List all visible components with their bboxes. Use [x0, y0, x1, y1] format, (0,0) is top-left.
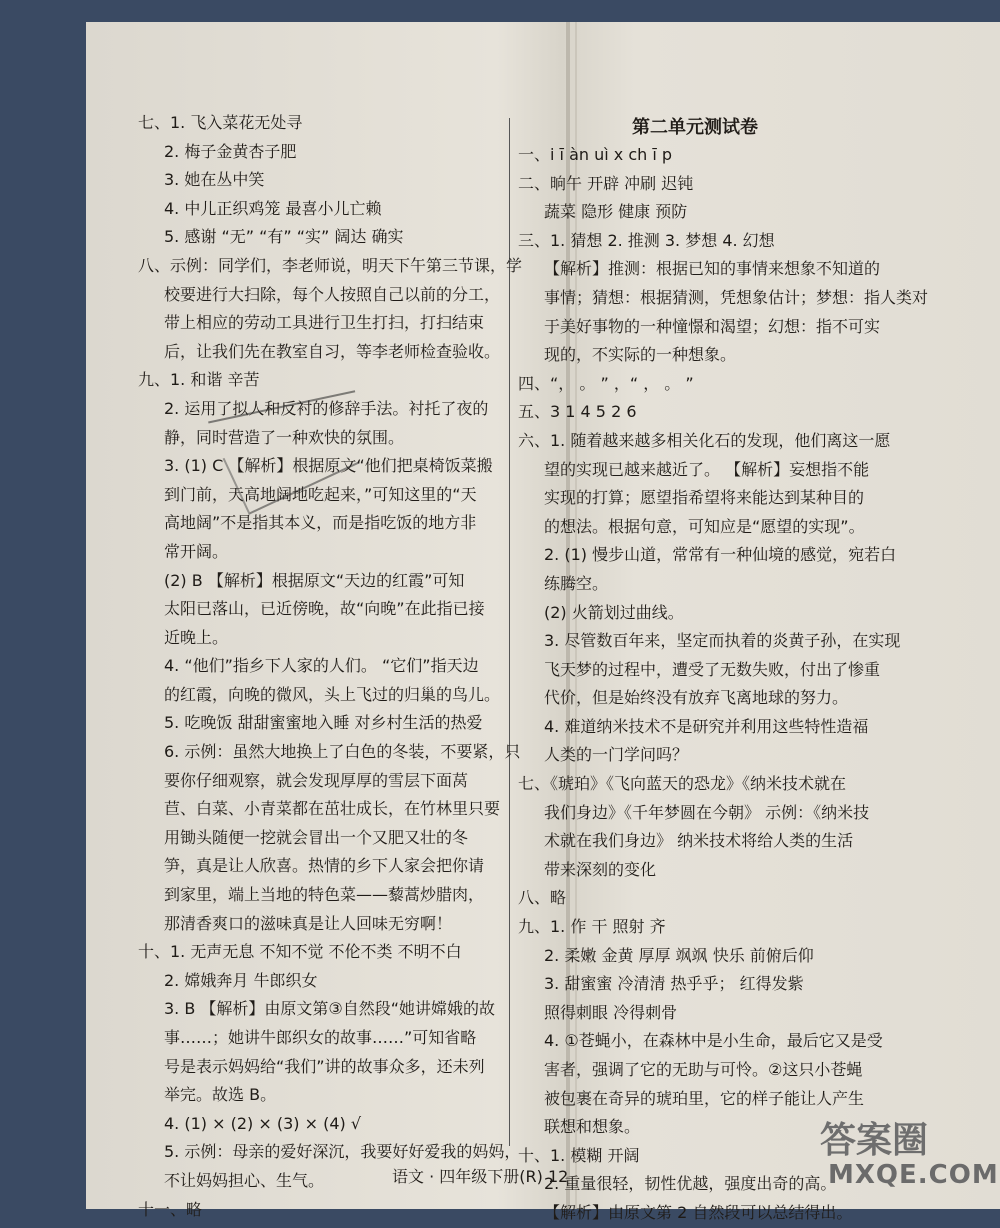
text-line: 【解析】推测：根据已知的事情来想象不知道的 — [544, 259, 881, 279]
text-line: 十一、略 — [138, 1199, 203, 1219]
text-line: 八、略 — [518, 888, 567, 908]
text-line: 用锄头随便一挖就会冒出一个又肥又壮的冬 — [164, 827, 469, 847]
text-line: 后，让我们先在教室自习，等李老师检查验收。 — [164, 341, 501, 361]
text-line: 的想法。根据句意，可知应是“愿望的实现”。 — [544, 516, 865, 536]
text-line: 3. 尽管数百年来，坚定而执着的炎黄子孙，在实现 — [544, 631, 901, 651]
text-line: 七、《琥珀》《飞向蓝天的恐龙》《纳米技术就在 — [518, 774, 847, 794]
text-line: 太阳已落山，已近傍晚，故“向晚”在此指已接 — [164, 599, 485, 619]
watermark-url: MXQE.COM — [828, 1160, 999, 1190]
text-line: 常开阔。 — [164, 541, 229, 561]
text-line: 于美好事物的一种憧憬和渴望；幻想：指不可实 — [544, 316, 881, 336]
text-line: 2. 运用了拟人和反衬的修辞手法。衬托了夜的 — [164, 398, 489, 418]
text-line: 三、1. 猜想 2. 推测 3. 梦想 4. 幻想 — [518, 230, 775, 250]
text-line: 四、“， 。 ” ，“ ， 。 ” — [518, 373, 694, 393]
text-line: 2. (1) 慢步山道，常常有一种仙境的感觉，宛若白 — [544, 545, 897, 565]
text-line: 到门前，天高地阔地吃起来，”可知这里的“天 — [164, 484, 477, 504]
text-line: 事……；她讲牛郎织女的故事……”可知省略 — [164, 1028, 477, 1047]
text-line: 不让妈妈担心、生气。 — [164, 1170, 325, 1190]
text-line: 事情；猜想：根据猜测，凭想象估计；梦想：指人类对 — [544, 287, 929, 307]
text-line: 代价，但是始终没有放弃飞离地球的努力。 — [544, 688, 849, 708]
text-line: 3. 她在丛中笑 — [164, 170, 265, 190]
text-line: 带上相应的劳动工具进行卫生打扫，打扫结束 — [164, 313, 485, 333]
text-line: 3. 甜蜜蜜 冷清清 热乎乎； 红得发紫 — [544, 974, 804, 994]
watermark-logo: 答案圈 — [820, 1120, 929, 1161]
text-line: 校要进行大扫除，每个人按照自己以前的分工， — [164, 284, 501, 304]
text-line: 那清香爽口的滋味真是让人回味无穷啊！ — [164, 913, 453, 933]
text-line: 九、1. 和谐 辛苦 — [138, 370, 260, 390]
text-line: 联想和想象。 — [544, 1117, 641, 1137]
text-line: 苣、白菜、小青菜都在茁壮成长，在竹林里只要 — [164, 799, 501, 819]
text-line: 实现的打算；愿望指希望将来能达到某种目的 — [544, 488, 865, 508]
text-line: 现的，不实际的一种想象。 — [544, 345, 737, 365]
text-line: 带来深刻的变化 — [544, 859, 657, 879]
text-line: 术就在我们身边》 纳米技术将给人类的生活 — [544, 831, 854, 851]
right-column — [518, 141, 928, 1228]
text-line: 蔬菜 隐形 健康 预防 — [544, 202, 688, 222]
text-line: 十、1. 无声无息 不知不觉 不伦不类 不明不白 — [138, 942, 462, 962]
text-line: 的红霞，向晚的微风，头上飞过的归巢的鸟儿。 — [164, 684, 501, 704]
page-footer: 语文 · 四年级下册(R) 12 — [392, 1167, 569, 1186]
text-line: 4. ①苍蝇小，在森林中是小生命，最后它又是受 — [544, 1031, 883, 1051]
text-line: 6. 示例：虽然大地换上了白色的冬装，不要紧，只 — [164, 742, 521, 762]
text-line: 九、1. 作 干 照射 齐 — [518, 917, 666, 937]
text-line: 练腾空。 — [544, 573, 609, 593]
text-line: 人类的一门学问吗？ — [544, 745, 689, 765]
text-line: 3. (1) C 【解析】根据原文“他们把桌椅饭菜搬 — [164, 456, 493, 476]
text-line: (2) 火箭划过曲线。 — [544, 602, 684, 622]
text-line: 一、i ī àn uì x ch ī p — [518, 145, 673, 164]
text-line: 笋，真是让人欣喜。热情的乡下人家会把你请 — [164, 856, 485, 876]
text-line: 五、3 1 4 5 2 6 — [518, 402, 637, 422]
text-line: 5. 感谢 “无” “有” “实” 阔达 确实 — [164, 227, 404, 247]
text-line: 举完。故选 B。 — [164, 1085, 277, 1105]
text-line: 号是表示妈妈给“我们”讲的故事众多，还未列 — [164, 1056, 485, 1076]
text-line: 八、示例：同学们，李老师说，明天下午第三节课，学 — [138, 255, 523, 275]
text-line: 4. 难道纳米技术不是研究并利用这些特性造福 — [544, 716, 869, 736]
text-line: 六、1. 随着越来越多相关化石的发现，他们离这一愿 — [518, 430, 891, 450]
text-line: 望的实现已越来越近了。 【解析】妄想指不能 — [544, 459, 870, 479]
text-line: 2. 梅子金黄杏子肥 — [164, 141, 297, 161]
text-line: 要你仔细观察，就会发现厚厚的雪层下面莴 — [164, 770, 469, 790]
text-line: (2) B 【解析】根据原文“天边的红霞”可知 — [164, 570, 465, 590]
text-line: 4. 中儿正织鸡笼 最喜小儿亡赖 — [164, 198, 382, 218]
text-line: 飞天梦的过程中，遭受了无数失败，付出了惨重 — [544, 659, 881, 679]
text-line: 二、晌午 开辟 冲刷 迟钝 — [518, 173, 694, 193]
text-line: 2. 重量很轻，韧性优越，强度出奇的高。 — [544, 1174, 837, 1194]
text-line: 4. “他们”指乡下人家的人们。 “它们”指天边 — [164, 656, 479, 676]
left-column — [138, 109, 522, 1224]
section-title: 第二单元测试卷 — [632, 117, 758, 138]
text-line: 2. 嫦娥奔月 牛郎织女 — [164, 970, 318, 990]
text-line: 被包裹在奇异的琥珀里，它的样子能让人产生 — [544, 1088, 865, 1108]
text-line: 3. B 【解析】由原文第③自然段“她讲嫦娥的故 — [164, 999, 496, 1019]
text-line: 5. 吃晚饭 甜甜蜜蜜地入睡 对乡村生活的热爱 — [164, 713, 483, 733]
text-line: 我们身边》《千年梦圆在今朝》 示例：《纳米技 — [544, 802, 870, 822]
text-line: 4. (1) × (2) × (3) × (4) √ — [164, 1113, 362, 1133]
text-line: 静，同时营造了一种欢快的氛围。 — [164, 427, 405, 447]
text-line: 到家里，端上当地的特色菜——藜蒿炒腊肉， — [164, 885, 485, 905]
text-line: 照得刺眼 冷得刺骨 — [544, 1002, 678, 1022]
text-line: 【解析】由原文第 2 自然段可以总结得出。 — [544, 1202, 853, 1222]
text-line: 七、1. 飞入菜花无处寻 — [138, 113, 303, 132]
text-line: 5. 示例：母亲的爱好深沉，我要好好爱我的妈妈， — [164, 1142, 521, 1162]
text-line: 高地阔”不是指其本义，而是指吃饭的地方非 — [164, 513, 477, 533]
text-line: 害者，强调了它的无助与可怜。②这只小苍蝇 — [544, 1060, 863, 1079]
text-line: 近晚上。 — [164, 627, 229, 647]
text-line: 2. 柔嫩 金黄 厚厚 飒飒 快乐 前俯后仰 — [544, 945, 814, 965]
text-line: 十、1. 模糊 开阔 — [518, 1145, 640, 1165]
